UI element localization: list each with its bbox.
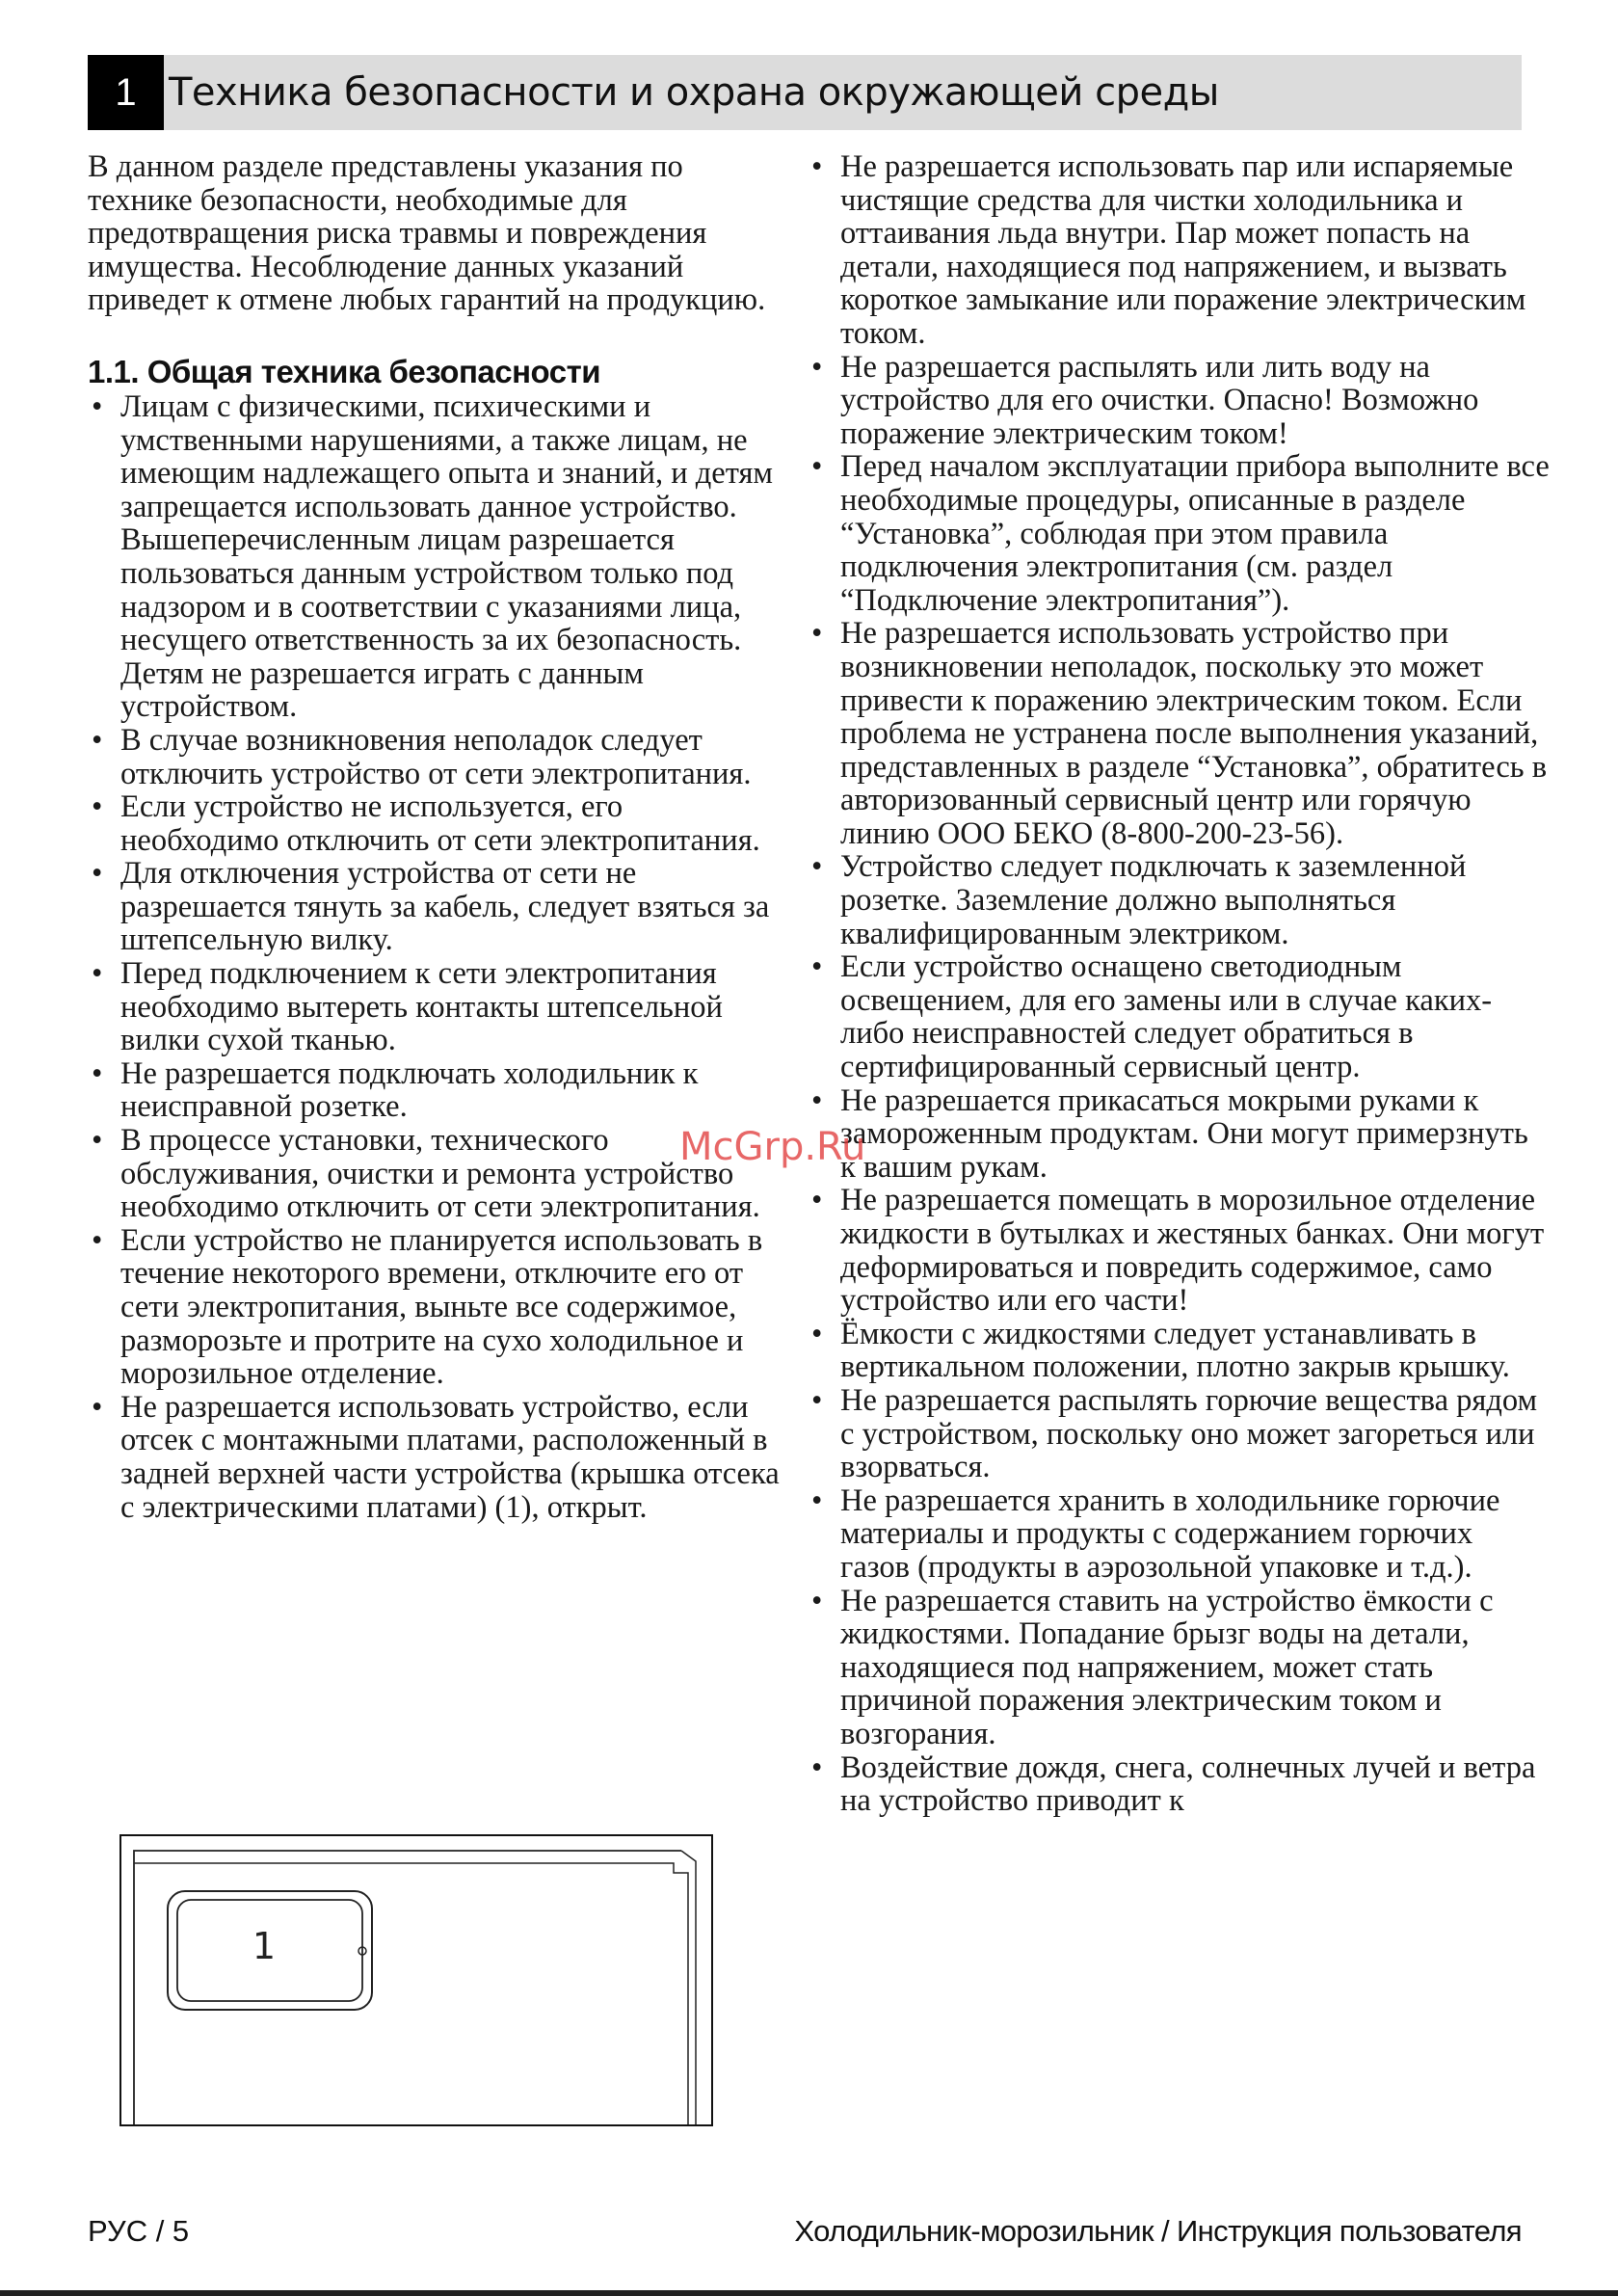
bullet-text: Не разрешается хранить в холодильнике горючие материалы и продукты с содержанием горючих газов (продукты в аэрозольной упаковке и т.д.).	[840, 1482, 1500, 1585]
bullet-icon: •	[811, 1183, 823, 1218]
bullet-icon: •	[92, 789, 103, 825]
bullet-item	[808, 1184, 1550, 1317]
bullet-item	[88, 790, 782, 857]
right-column	[808, 150, 1550, 1818]
bullet-text: Не разрешается распылять горючие вещества рядом с устройством, поскольку оно может загореться или взорваться.	[840, 1382, 1538, 1485]
bullet-item	[808, 351, 1550, 451]
bullet-text: Если устройство не планируется использовать в течение некоторого времени, отключите его от сети электропитания, выньте все содержимое, разморозьте и протрите на сухо холодильное и морозильное отделение.	[120, 1222, 763, 1392]
bullet-item	[808, 1084, 1550, 1185]
bullet-text: Не разрешается помещать в морозильное отделение жидкости в бутылках и жестяных банках. Они могут деформироваться и повредить содержимое, само устройство или его части!	[840, 1183, 1545, 1319]
left-bullet-list	[88, 390, 782, 1524]
callout-label: 1	[252, 1925, 277, 1967]
bullet-item	[808, 1318, 1550, 1384]
bullet-icon: •	[811, 849, 823, 885]
bullet-text: Не разрешается прикасаться мокрыми руками к замороженным продуктам. Они могут примерзнуть к вашим рукам.	[840, 1082, 1528, 1185]
bullet-text: Лицам с физическими, психическими и умственными нарушениями, а также лицам, не имеющим надлежащего опыта и знаний, и детям запрещается использовать данное устройство. Вышеперечисленным лицам разрешается пользоваться данным устройством только под надзором и в соответствии с указаниями лица, несущего ответственность за их безопасность. Детям не разрешается играть с данным устройством.	[120, 388, 773, 725]
bullet-icon: •	[92, 956, 103, 992]
bullet-icon: •	[811, 1583, 823, 1618]
bullet-icon: •	[92, 1055, 103, 1091]
bullet-item	[88, 724, 782, 790]
left-column	[88, 150, 782, 1524]
bullet-text: Воздействие дождя, снега, солнечных лучей и ветра на устройство приводит к	[840, 1749, 1536, 1819]
bullet-icon: •	[92, 856, 103, 892]
bullet-item	[808, 1751, 1550, 1818]
bullet-item	[88, 1057, 782, 1124]
bullet-text: Для отключения устройства от сети не разрешается тянуть за кабель, следует взяться за штепсельную вилку.	[120, 856, 770, 958]
bullet-item	[808, 1384, 1550, 1484]
bullet-text: Не разрешается использовать пар или испаряемые чистящие средства для чистки холодильника и оттаивания льда внутри. Пар может попасть на детали, находящиеся под напряжением, и вызвать короткое замыкание или поражение электрическим током.	[840, 149, 1526, 351]
subsection-heading: 1.1. Общая техника безопасности	[88, 353, 601, 389]
bullet-item	[88, 1391, 782, 1524]
bullet-text: Если устройство оснащено светодиодным освещением, для его замены или в случае каких-либо неисправностей следует обратиться в сертифицированный сервисный центр.	[840, 949, 1493, 1085]
bullet-item	[808, 1484, 1550, 1585]
page-bottom-rule	[0, 2290, 1618, 2296]
bullet-item	[808, 950, 1550, 1083]
bullet-item	[808, 450, 1550, 617]
bullet-item	[808, 1585, 1550, 1751]
bullet-item	[808, 150, 1550, 351]
bullet-icon: •	[811, 1382, 823, 1418]
bullet-icon: •	[92, 1123, 103, 1159]
diagram-frame	[120, 1835, 712, 2125]
bullet-text: В процессе установки, технического обслуживания, очистки и ремонта устройство необходимо отключить от сети электропитания.	[120, 1123, 760, 1225]
bullet-text: Не разрешается подключать холодильник к неисправной розетке.	[120, 1055, 699, 1125]
bullet-item	[88, 1124, 782, 1224]
section-number: 1	[88, 55, 164, 130]
bullet-item	[808, 850, 1550, 950]
bullet-text: Не разрешается использовать устройство, если отсек с монтажными платами, расположенный в задней верхней части устройства (крышка отсека с электрическими платами) (1), открыт.	[120, 1389, 780, 1525]
bullet-text: Не разрешается распылять или лить воду на устройство для его очистки. Опасно! Возможно поражение электрическим током!	[840, 349, 1479, 451]
bullet-icon: •	[811, 149, 823, 184]
bullet-icon: •	[92, 388, 103, 424]
document-title-footer: Холодильник-морозильник / Инструкция пользователя	[794, 2214, 1522, 2248]
bullet-text: Ёмкости с жидкостями следует устанавливать в вертикальном положении, плотно закрыв крышку.	[840, 1316, 1510, 1385]
bullet-item	[88, 390, 782, 724]
bullet-text: Перед началом эксплуатации прибора выполните все необходимые процедуры, описанные в разделе “Установка”, соблюдая при этом правила подключения электропитания (см. раздел “Подключение электропитания”).	[840, 449, 1550, 618]
right-bullet-list	[808, 150, 1550, 1818]
bullet-text: Перед подключением к сети электропитания необходимо вытереть контакты штепсельной вилки сухой тканью.	[120, 956, 723, 1058]
bullet-item	[808, 617, 1550, 850]
bullet-text: Устройство следует подключать к заземленной розетке. Заземление должно выполняться квалифицированным электриком.	[840, 849, 1467, 951]
bullet-text: Если устройство не используется, его необходимо отключить от сети электропитания.	[120, 789, 760, 858]
bullet-icon: •	[811, 1082, 823, 1118]
bullet-icon: •	[811, 1316, 823, 1351]
bullet-item	[88, 1224, 782, 1391]
bullet-icon: •	[811, 1749, 823, 1785]
bullet-text: В случае возникновения неполадок следует отключить устройство от сети электропитания.	[120, 722, 752, 791]
control-board-cover-diagram	[119, 1834, 713, 2126]
intro-paragraph: В данном разделе представлены указания по технике безопасности, необходимые для предотвращения риска травмы и повреждения имущества. Несоблюдение данных указаний приведет к отмене любых гарантий на продукцию.	[88, 149, 766, 318]
bullet-icon: •	[811, 349, 823, 385]
bullet-icon: •	[811, 449, 823, 485]
page-number: РУС / 5	[88, 2214, 190, 2248]
bullet-text: Не разрешается ставить на устройство ёмкости с жидкостями. Попадание брызг воды на детали, находящиеся под напряжением, может стать причиной поражения электрическим током и возгорания.	[840, 1583, 1494, 1751]
bullet-icon: •	[92, 1389, 103, 1425]
bullet-icon: •	[92, 722, 103, 758]
fridge-top-illustration	[119, 1834, 713, 2126]
section-header	[88, 55, 1522, 130]
bullet-text: Не разрешается использовать устройство при возникновении неполадок, поскольку это может привести к поражению электрическим током. Если проблема не устранена после выполнения указаний, представленных в разделе “Установка”, обратитесь в авторизованный сервисный центр или горячую линию ООО БЕКО (8-800-200-23-56).	[840, 616, 1548, 851]
watermark: McGrp.Ru	[679, 1125, 866, 1169]
bullet-icon: •	[811, 949, 823, 985]
bullet-item	[88, 857, 782, 957]
bullet-item	[88, 957, 782, 1057]
bullet-icon: •	[811, 616, 823, 652]
bullet-icon: •	[811, 1482, 823, 1518]
bullet-icon: •	[92, 1222, 103, 1258]
section-title: Техника безопасности и охрана окружающей среды	[169, 70, 1219, 115]
